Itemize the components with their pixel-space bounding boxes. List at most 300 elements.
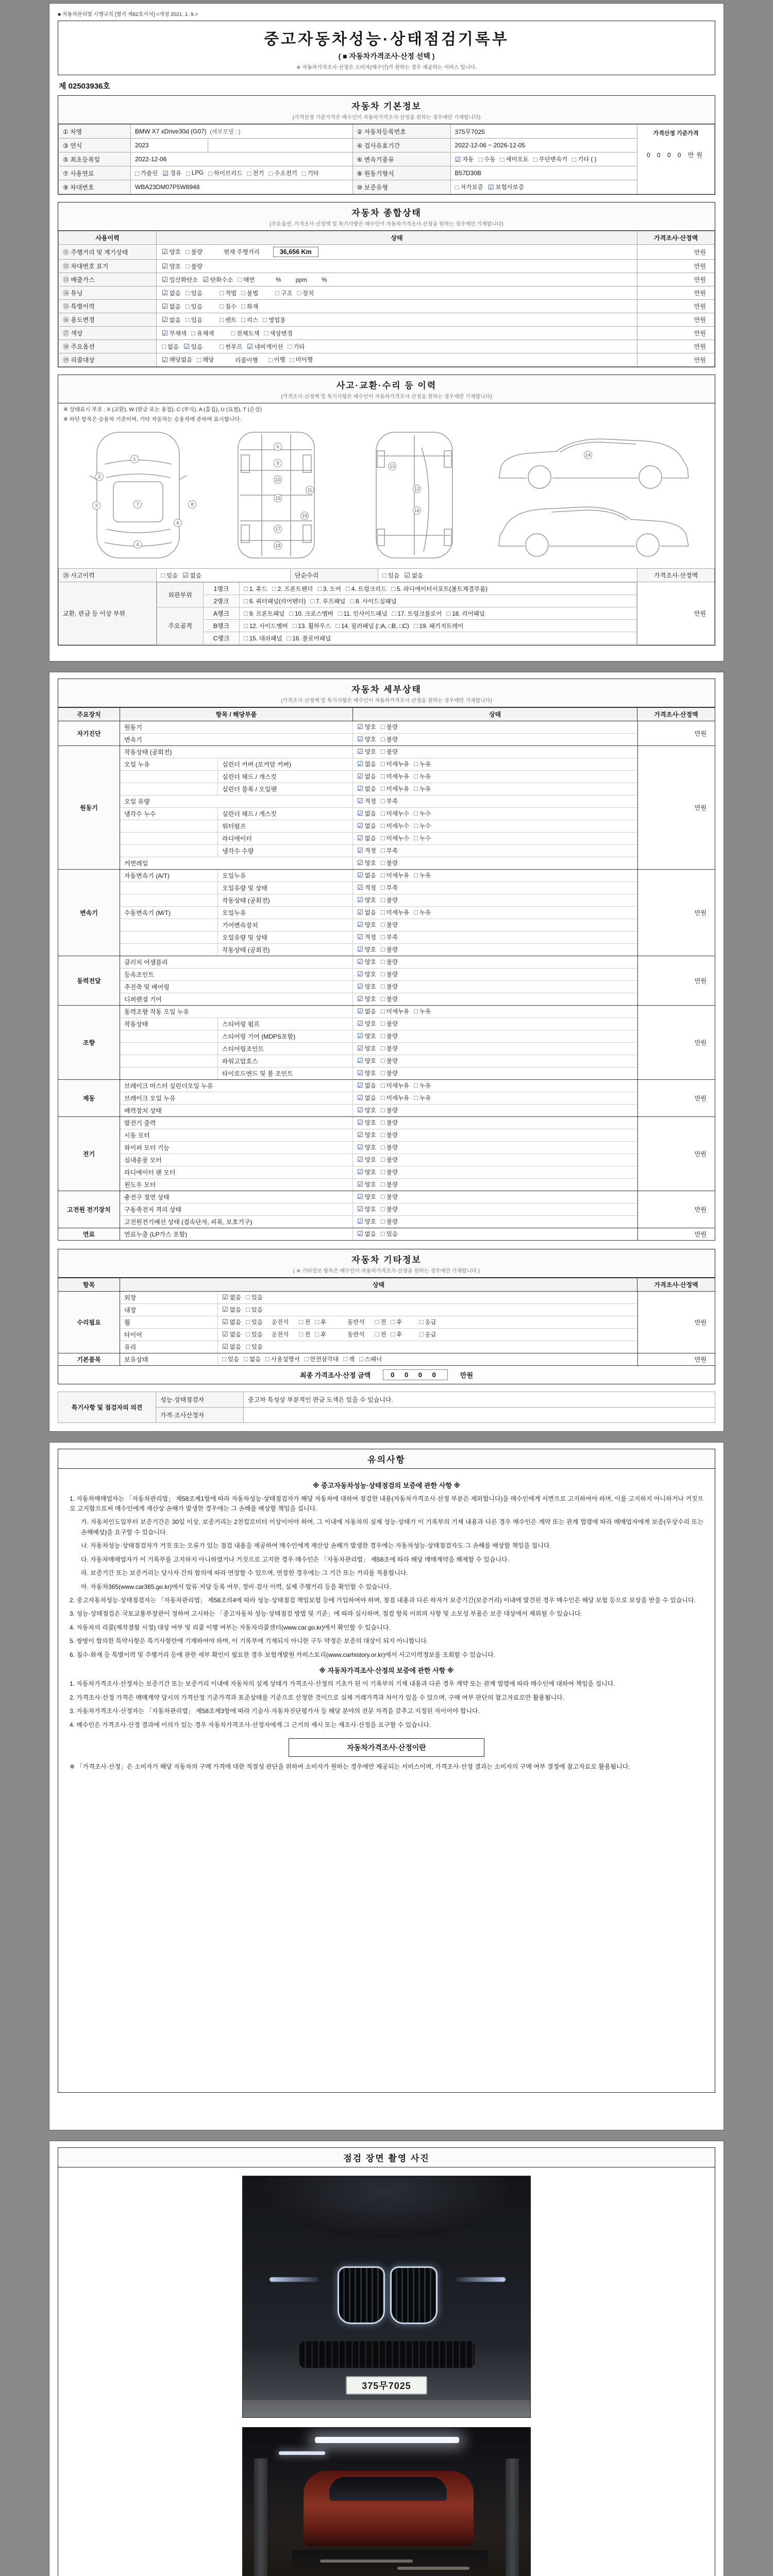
state-cell [353,870,637,882]
checkbox-label: 1. 후드 [249,586,267,592]
unchecked-checkbox-icon: □ [290,355,294,364]
checkbox-option[interactable] [381,1143,398,1151]
accident-history-options [157,569,291,582]
checkbox-option[interactable] [357,970,376,978]
checkbox-option[interactable] [381,760,409,768]
checkbox-option[interactable] [357,772,376,781]
checkbox-option[interactable] [381,982,398,991]
checkbox-option[interactable] [265,1355,299,1363]
overall-row [59,340,715,353]
checkbox-option[interactable] [357,1106,376,1114]
sheet-notices [49,1442,724,2130]
rank-items [240,595,637,607]
checkbox-option[interactable] [414,871,431,879]
part-cell: 동력조향 작동 오일 누유 [120,1006,353,1018]
col-item: 항목 [58,1278,120,1291]
checkbox-label: 미세누유 [386,1082,410,1089]
part-cell: 시동 모터 [120,1129,353,1141]
checkbox-option[interactable] [381,735,398,743]
notice-paragraph: 1. 자동차매매업자는 「자동차관리법」 제58조제1항에 따라 자동차성능·상태점검자가 해당 자동차에 대하여 점검한 내용(자동차가격조사·산정 부분은 제외합니다)을 매수인에게 서면으로 고지하여야 하며, 이를 고지하지 아니하거나 거짓으로 고지함으로써 매수인에게 재산상 손해가 발생한 경우에는 그 손해를 배상할 책임을 집니다. [70,1495,703,1512]
checkbox-option[interactable] [338,609,388,618]
detail-condition-table [58,721,715,1241]
checkbox-option[interactable] [246,1330,263,1338]
checkbox-option[interactable] [357,1081,376,1090]
checkbox-option[interactable] [381,1081,409,1090]
checkbox-option[interactable] [162,262,181,270]
checkbox-option[interactable] [244,634,282,642]
checkbox-label: 없음 [364,1095,376,1101]
checkbox-option[interactable] [357,1069,376,1077]
unchecked-checkbox-icon: □ [380,896,385,904]
checkbox-option[interactable] [268,169,297,177]
checkbox-option[interactable] [343,1355,355,1363]
checkbox-option[interactable] [244,609,284,618]
device-item-row [120,1018,637,1030]
checkbox-option[interactable] [414,760,431,768]
unchecked-checkbox-icon: □ [241,316,245,324]
checkbox-label: 누유 [419,1082,431,1089]
checkbox-option[interactable] [381,785,409,793]
checkbox-option[interactable] [375,1330,386,1338]
unchecked-checkbox-icon: □ [287,634,291,642]
checkbox-option[interactable] [381,748,398,756]
checkbox-option[interactable] [357,1057,376,1065]
checkbox-option[interactable] [244,585,267,593]
checkbox-option[interactable] [357,933,376,941]
part-number-label: 9 [274,459,282,467]
checkbox-option[interactable] [162,316,181,324]
checkbox-option[interactable] [220,289,237,297]
checkbox-label: 14. 필러패널 (□A, □B, □C) [341,623,409,630]
checkbox-option[interactable] [381,896,398,904]
overall-row-label: ⑲ 리콜대상 [59,353,157,367]
checkbox-option[interactable] [500,155,528,163]
checkbox-option[interactable] [381,1230,398,1238]
col-item-part: 항목 / 해당부품 [120,708,353,721]
checkbox-option[interactable] [222,1330,241,1338]
checkbox-option[interactable] [272,585,313,593]
checkbox-option[interactable] [162,329,187,337]
checkbox-label: 있음 [191,303,203,310]
device-group [58,870,715,956]
checkbox-option[interactable] [315,1318,326,1326]
checkbox-option[interactable] [414,622,464,630]
checkbox-option[interactable] [381,921,398,929]
checkbox-option[interactable] [289,609,333,618]
checkbox-label: 없음 [229,1294,241,1301]
checkbox-option[interactable] [381,846,398,855]
checkbox-option[interactable] [302,169,319,177]
checkbox-option[interactable] [222,1355,239,1363]
checkbox-option[interactable] [357,785,376,793]
checkbox-option[interactable] [247,343,283,351]
checkbox-option[interactable] [357,896,376,904]
section-accident-header [58,375,715,403]
checkbox-option[interactable] [220,302,237,311]
checkbox-label: 침수 [225,303,237,310]
checkbox-option[interactable] [381,933,398,941]
checkbox-option[interactable] [414,772,431,781]
checkbox-option[interactable] [220,343,242,351]
checkbox-option[interactable] [222,1306,241,1314]
unchecked-checkbox-icon: □ [343,1355,347,1363]
checkbox-label: 전 [305,1331,311,1338]
checkbox-option[interactable] [357,958,376,966]
checkbox-option[interactable] [246,1293,263,1301]
checkbox-option[interactable] [381,1094,409,1102]
device-group [58,956,715,1006]
checkbox-option[interactable] [357,797,376,805]
checkbox-option[interactable] [357,846,376,855]
checkbox-option[interactable] [572,155,596,163]
checkbox-option[interactable] [299,1318,310,1326]
checkbox-option[interactable] [297,289,314,297]
checkbox-option[interactable] [357,1131,376,1139]
checkbox-label: 양호 [364,749,376,755]
checkbox-option[interactable] [244,1355,261,1363]
unchecked-checkbox-icon: □ [380,933,385,941]
checked-checkbox-icon: ☑ [357,1044,363,1052]
rank-row [157,632,637,645]
checkbox-option[interactable] [381,723,398,731]
checkbox-option[interactable] [208,169,242,177]
checkbox-option[interactable] [381,945,398,954]
checkbox-label: 없음 [169,317,181,324]
checkbox-option[interactable] [381,1057,398,1065]
checkbox-option[interactable] [357,735,376,743]
transmission-label: ⑥ 변속기종류 [352,152,450,166]
checkbox-option[interactable] [357,1168,376,1176]
checkbox-option[interactable] [404,571,423,580]
overall-row [59,245,715,260]
simple-repair-options [378,569,637,582]
checkbox-option[interactable] [299,1330,310,1338]
checked-checkbox-icon: ☑ [357,785,363,792]
checkbox-option[interactable] [162,302,181,311]
checkbox-option[interactable] [357,1156,376,1164]
checkbox-label: 8. 사이드실패널 [356,598,397,605]
checkbox-option[interactable] [381,1106,398,1114]
checked-checkbox-icon: ☑ [357,871,363,879]
part-cell: 휠 [120,1316,218,1328]
section-etc-header [58,1249,715,1278]
checkbox-option[interactable] [381,1205,398,1213]
overall-row-state [157,353,637,367]
checkbox-option[interactable] [182,571,201,580]
checkbox-option[interactable] [357,884,376,892]
checkbox-option[interactable] [275,289,292,297]
device-item-row [120,807,637,820]
checkbox-option[interactable] [414,809,431,818]
checkbox-option[interactable] [197,355,214,364]
checkbox-option[interactable] [186,302,203,311]
state-cell [353,833,637,844]
device-item-row [120,1080,637,1092]
checkbox-option[interactable] [317,585,341,593]
part-cell [120,1030,218,1042]
checkbox-option[interactable] [382,571,399,580]
unchecked-checkbox-icon: □ [219,302,224,310]
checkbox-option[interactable] [162,343,179,351]
checkbox-label: 미세누수 [386,810,410,817]
checkbox-label: 9. 프론트패널 [249,611,285,617]
checkbox-option[interactable] [455,155,474,163]
state-text: 동반석 [347,1332,365,1338]
checkbox-option[interactable] [241,289,258,297]
checkbox-option[interactable] [222,1318,241,1326]
unchecked-checkbox-icon: □ [380,1106,385,1114]
exhaust-pipe-rear [397,2567,469,2570]
checkbox-option[interactable] [247,169,264,177]
checkbox-option[interactable] [357,982,376,991]
checkbox-option[interactable] [381,822,409,830]
checkbox-option[interactable] [488,183,524,191]
device-group [58,1006,715,1080]
checkbox-label: 양호 [364,1120,376,1126]
checkbox-option[interactable] [244,622,288,630]
checkbox-option[interactable] [186,248,203,256]
checkbox-label: 불량 [386,1033,398,1040]
checkbox-option[interactable] [268,355,285,364]
checkbox-option[interactable] [414,1081,431,1090]
checkbox-option[interactable] [419,1330,436,1338]
checked-checkbox-icon: ☑ [183,343,190,350]
checkbox-option[interactable] [357,1044,376,1053]
checkbox-option[interactable] [357,1217,376,1226]
checkbox-option[interactable] [246,1318,263,1326]
checkbox-option[interactable] [381,1020,398,1028]
checkbox-option[interactable] [375,1318,386,1326]
checkbox-option[interactable] [357,871,376,879]
checkbox-option[interactable] [162,289,181,297]
checkbox-option[interactable] [381,1180,398,1189]
checkbox-option[interactable] [186,316,203,324]
checkbox-option[interactable] [357,1230,376,1238]
checkbox-option[interactable] [391,585,488,593]
checkbox-option[interactable] [290,355,313,364]
checkbox-option[interactable] [381,1044,398,1053]
checkbox-option[interactable] [162,276,198,284]
state-cell [353,1142,637,1154]
checkbox-option[interactable] [414,822,431,830]
checkbox-option[interactable] [161,571,178,580]
checkbox-option[interactable] [162,248,181,256]
checkbox-option[interactable] [414,1007,431,1015]
checkbox-option[interactable] [381,1131,398,1139]
checked-checkbox-icon: ☑ [357,970,363,978]
checkbox-label: 불량 [386,749,398,755]
overall-row-label: ⑭ 튜닝 [59,286,157,300]
checkbox-option[interactable] [191,329,214,337]
checkbox-option[interactable] [357,834,376,842]
checkbox-option[interactable] [162,355,192,364]
subpart-cell: 작동상태 (공회전) [218,894,353,906]
checkbox-option[interactable] [287,634,331,642]
checkbox-option[interactable] [335,622,409,630]
checkbox-option[interactable] [357,908,376,917]
checkbox-label: 누수 [419,810,431,817]
checked-checkbox-icon: ☑ [357,772,363,780]
checkbox-option[interactable] [220,316,237,324]
checkbox-label: 양호 [364,959,376,965]
checkbox-option[interactable] [357,809,376,818]
checkbox-option[interactable] [381,908,409,917]
price-cell: 만원 [637,353,715,367]
lift-post-left [254,2459,267,2576]
reg-number-value: 375무7025 [450,125,637,139]
checkbox-option[interactable] [357,1193,376,1201]
checkbox-option[interactable] [381,958,398,966]
checkbox-option[interactable] [414,1094,431,1102]
checkbox-label: 없음 [364,1231,376,1238]
checkbox-option[interactable] [381,809,409,818]
price-cell: 만원 [637,1006,715,1079]
checked-checkbox-icon: ☑ [357,1168,363,1176]
checkbox-option[interactable] [357,1007,376,1015]
checkbox-option[interactable] [186,262,203,270]
checkbox-option[interactable] [359,1355,382,1363]
checked-checkbox-icon: ☑ [357,1156,363,1163]
checkbox-option[interactable] [244,597,306,605]
checkbox-option[interactable] [350,597,396,605]
checkbox-option[interactable] [357,1118,376,1127]
checkbox-option[interactable] [288,343,305,351]
checkbox-label: 무채색 [169,330,187,337]
checkbox-option[interactable] [381,970,398,978]
checkbox-option[interactable] [357,723,376,731]
notice-paragraph: 2. 중고자동차성능·상태점검자는 「자동차관리법」 제58조의4에 따라 성능·상태점검 책임보험 등에 가입하여야 하며, 점검 내용과 다른 하자가 보증기간(보증거리) 이내에 발견된 경우 매수인은 해당 보험 등으로 보상을 받을 수 있습니다. [70,1597,696,1604]
checkbox-option[interactable] [186,289,203,297]
checkbox-option[interactable] [203,276,233,284]
checkbox-option[interactable] [381,1156,398,1164]
checkbox-option[interactable] [381,1217,398,1226]
checkbox-option[interactable] [263,316,285,324]
fuel-label: ⑦ 사용연료 [59,166,131,180]
checkbox-option[interactable] [381,1118,398,1127]
subpart-cell: 파워고압호스 [218,1055,353,1067]
checkbox-option[interactable] [357,921,376,929]
checkbox-option[interactable] [310,597,345,605]
checkbox-option[interactable] [162,169,181,177]
checkbox-label: 사용설명서 [271,1356,300,1363]
device-item-row [120,1042,637,1055]
price-cell: 만원 [637,1191,715,1228]
checkbox-option[interactable] [357,822,376,830]
checkbox-option[interactable] [186,170,204,177]
unchecked-checkbox-icon: □ [380,1131,385,1139]
checkbox-option[interactable] [357,995,376,1003]
part-cell [120,919,218,931]
checkbox-option[interactable] [381,1193,398,1201]
checkbox-option[interactable] [414,785,431,793]
checkbox-option[interactable] [293,622,331,630]
checkbox-option[interactable] [357,945,376,954]
checkbox-option[interactable] [381,859,398,867]
checkbox-label: 누수 [419,823,431,829]
part-cell [120,894,218,906]
checkbox-label: 있음 [191,290,203,297]
form-reference: ■ 자동차관리법 시행규칙 [별지 제82호서식] <개정 2021. 1. 9.> [58,12,198,18]
checkbox-option[interactable] [381,1032,398,1040]
checkbox-option[interactable] [357,1020,376,1028]
device-item-row [120,1316,637,1328]
checked-checkbox-icon: ☑ [357,834,363,842]
checkbox-option[interactable] [231,329,259,337]
checkbox-option[interactable] [392,609,442,618]
checkbox-option[interactable] [135,169,158,177]
checkbox-option[interactable] [357,1205,376,1213]
checkbox-option[interactable] [391,1318,402,1326]
checkbox-option[interactable] [238,276,255,284]
vehicle-name-value [131,125,353,139]
checkbox-option[interactable] [346,585,386,593]
checkbox-option[interactable] [357,1143,376,1151]
part-cell: 클러치 어셈블리 [120,956,353,968]
checkbox-option[interactable] [381,1069,398,1077]
checkbox-option[interactable] [241,316,258,324]
checkbox-option[interactable] [455,183,483,191]
unchecked-checkbox-icon: □ [413,622,418,630]
part-cell: 윈도우 모터 [120,1179,353,1191]
checkbox-option[interactable] [305,1355,339,1363]
checkbox-option[interactable] [315,1330,326,1338]
state-cell [353,808,637,820]
checkbox-option[interactable] [381,1007,409,1015]
checkbox-option[interactable] [246,1343,263,1351]
checkbox-option[interactable] [222,1343,241,1351]
checkbox-option[interactable] [357,748,376,756]
unchecked-checkbox-icon: □ [380,735,385,743]
checkbox-option[interactable] [419,1318,436,1326]
garage-floor [243,2400,530,2417]
checkbox-option[interactable] [381,871,409,879]
checkbox-option[interactable] [246,1306,263,1314]
checkbox-option[interactable] [381,884,398,892]
checkbox-option[interactable] [357,1094,376,1102]
section-etc-info [58,1249,715,1278]
checkbox-option[interactable] [478,155,495,163]
checkbox-option[interactable] [381,797,398,805]
checkbox-option[interactable] [357,1180,376,1189]
checkbox-label: 불량 [386,1070,398,1077]
checkbox-option[interactable] [381,1168,398,1176]
notice-paragraph: ※ 「가격조사·산정」은 소비자가 해당 자동차의 구매 가격에 대한 적절성 판단을 위하여 소비자가 원하는 경우에만 제공되는 서비스이며, 가격조사·산정 결과는 소비자의 구매 여부 결정에 참고자료로 활용됩니다. [70,1762,630,1770]
checkbox-option[interactable] [381,834,409,842]
checkbox-option[interactable] [357,760,376,768]
checkbox-option[interactable] [414,834,431,842]
unchecked-checkbox-icon: □ [310,597,315,605]
checkbox-label: 불량 [386,860,398,867]
checkbox-option[interactable] [533,155,567,163]
checkbox-option[interactable] [414,908,431,917]
checkbox-option[interactable] [222,1293,241,1301]
checkbox-option[interactable] [357,859,376,867]
unchecked-checkbox-icon: □ [350,597,355,605]
checkbox-option[interactable] [241,302,258,311]
subpart-cell: 오일유량 및 상태 [218,931,353,943]
checkbox-option[interactable] [391,1330,402,1338]
checkbox-option[interactable] [446,609,484,618]
checkbox-option[interactable] [264,329,292,337]
state-cell [353,981,637,993]
unchecked-checkbox-icon: □ [380,908,385,916]
device-group [58,1080,715,1117]
checkbox-option[interactable] [183,343,203,351]
col-state: 상태 [157,231,637,245]
checkbox-option[interactable] [381,995,398,1003]
checkbox-option[interactable] [381,772,409,781]
checkbox-option[interactable] [357,1032,376,1040]
